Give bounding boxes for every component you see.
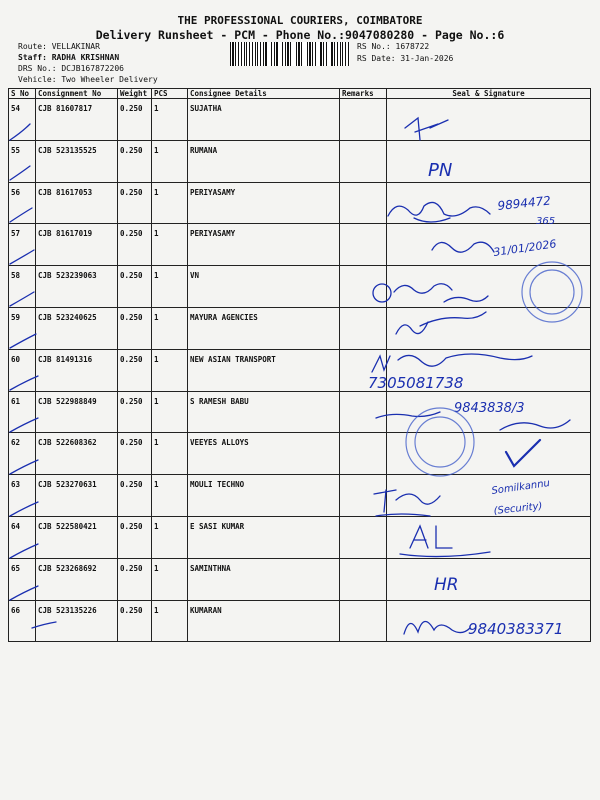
consignment-cell: CJB 523135226 [36,600,118,642]
remarks-cell [340,140,387,182]
handwritten-name-63: Somilkannu [490,477,551,497]
consignee-cell: KUMARAN [188,600,340,642]
signature-cell [387,307,591,349]
weight-cell: 0.250 [118,516,152,558]
signature-cell [387,224,591,266]
table-row [9,266,591,308]
table-row [9,99,591,141]
consignment-cell: CJB 523135525 [36,140,118,182]
staff-label: Staff: RADHA KRISHNAN [18,53,120,62]
sno-cell: 54 [9,99,36,141]
rs-number: RS No.: 1678722 [357,42,430,51]
handwritten-phone-56b: 365 [536,216,556,227]
table-header-row [9,89,591,99]
col-consignee: Consignee Details [188,89,340,99]
consignee-cell: SAMINTHNA [188,558,340,600]
sno-cell: 56 [9,182,36,224]
col-remarks: Remarks [340,89,387,99]
pcs-cell: 1 [152,266,188,308]
consignment-cell: CJB 81617053 [36,182,118,224]
remarks-cell [340,600,387,642]
sno-cell: 60 [9,349,36,391]
company-title: THE PROFESSIONAL COURIERS, COIMBATORE [177,14,423,27]
weight-cell: 0.250 [118,558,152,600]
consignment-cell: CJB 81617019 [36,224,118,266]
pcs-cell: 1 [152,600,188,642]
weight-cell: 0.250 [118,307,152,349]
pcs-cell: 1 [152,140,188,182]
table-row [9,600,591,642]
sno-cell: 61 [9,391,36,433]
col-sno: S No [9,89,36,99]
weight-cell: 0.250 [118,99,152,141]
table-row [9,558,591,600]
col-seal-signature: Seal & Signature [387,89,591,99]
consignment-cell: CJB 522988849 [36,391,118,433]
consignment-cell: CJB 522580421 [36,516,118,558]
weight-cell: 0.250 [118,391,152,433]
signature-cell [387,182,591,224]
remarks-cell [340,266,387,308]
table-row [9,516,591,558]
consignee-cell: E SASI KUMAR [188,516,340,558]
sno-cell: 57 [9,224,36,266]
handwritten-phone-56: 9894472 [496,193,552,213]
consignee-cell: NEW ASIAN TRANSPORT [188,349,340,391]
weight-cell: 0.250 [118,182,152,224]
consignee-cell: S RAMESH BABU [188,391,340,433]
consignee-cell: SUJATHA [188,99,340,141]
pcs-cell: 1 [152,307,188,349]
pcs-cell: 1 [152,475,188,517]
weight-cell: 0.250 [118,140,152,182]
table-row [9,182,591,224]
weight-cell: 0.250 [118,600,152,642]
pcs-cell: 1 [152,558,188,600]
route-label: Route: VELLAKINAR [18,42,100,51]
weight-cell: 0.250 [118,475,152,517]
table-row [9,349,591,391]
table-row [9,224,591,266]
remarks-cell [340,182,387,224]
signature-cell [387,600,591,642]
col-pcs: PCS [152,89,188,99]
weight-cell: 0.250 [118,433,152,475]
runsheet-subtitle: Delivery Runsheet - PCM - Phone No.:9047080280 - Page No.:6 [95,28,505,42]
signature-cell [387,266,591,308]
sno-cell: 62 [9,433,36,475]
sno-cell: 58 [9,266,36,308]
signature-cell [387,391,591,433]
remarks-cell [340,307,387,349]
remarks-cell [340,433,387,475]
signature-cell [387,349,591,391]
table-row [9,391,591,433]
consignee-cell: MOULI TECHNO [188,475,340,517]
handwritten-sig-55: PN [428,160,453,181]
handwritten-phone-60: 7305081738 [368,374,464,392]
table-row [9,475,591,517]
consignee-cell: VN [188,266,340,308]
consignment-cell: CJB 523268692 [36,558,118,600]
signature-cell [387,99,591,141]
vehicle-label: Vehicle: Two Wheeler Delivery [18,75,158,84]
consignment-cell: CJB 522608362 [36,433,118,475]
rs-date: RS Date: 31-Jan-2026 [357,54,454,63]
drs-label: DRS No.: DCJB167872206 [18,64,124,73]
signature-cell [387,475,591,517]
remarks-cell [340,516,387,558]
remarks-cell [340,349,387,391]
sno-cell: 59 [9,307,36,349]
sno-cell: 55 [9,140,36,182]
handwritten-phone-66: 9840383371 [468,620,564,638]
signature-cell [387,558,591,600]
handwritten-phone-61: 9843838/3 [454,401,525,416]
weight-cell: 0.250 [118,266,152,308]
consignee-cell: PERIYASAMY [188,224,340,266]
handwritten-date-57: 31/01/2026 [492,237,558,259]
weight-cell: 0.250 [118,224,152,266]
sno-cell: 64 [9,516,36,558]
consignee-cell: MAYURA AGENCIES [188,307,340,349]
table-row [9,140,591,182]
consignee-cell: VEEYES ALLOYS [188,433,340,475]
sno-cell: 66 [9,600,36,642]
handwritten-note-63: (Security) [493,500,543,517]
sno-cell: 65 [9,558,36,600]
handwritten-sig-65: HR [434,575,459,595]
remarks-cell [340,224,387,266]
remarks-cell [340,475,387,517]
signature-cell [387,140,591,182]
col-weight: Weight [118,89,152,99]
pcs-cell: 1 [152,391,188,433]
remarks-cell [340,391,387,433]
table-row [9,307,591,349]
consignment-cell: CJB 523240625 [36,307,118,349]
barcode-gaps [230,42,350,66]
table-row [9,433,591,475]
remarks-cell [340,99,387,141]
remarks-cell [340,558,387,600]
consignee-cell: PERIYASAMY [188,182,340,224]
pcs-cell: 1 [152,516,188,558]
pcs-cell: 1 [152,433,188,475]
signature-cell [387,516,591,558]
weight-cell: 0.250 [118,349,152,391]
consignment-cell: CJB 523270631 [36,475,118,517]
sno-cell: 63 [9,475,36,517]
runsheet-table [8,88,591,642]
signature-cell [387,433,591,475]
pcs-cell: 1 [152,224,188,266]
consignee-cell: RUMANA [188,140,340,182]
col-consignment: Consignment No [36,89,118,99]
consignment-cell: CJB 81491316 [36,349,118,391]
consignment-cell: CJB 81607817 [36,99,118,141]
pcs-cell: 1 [152,182,188,224]
consignment-cell: CJB 523239063 [36,266,118,308]
pcs-cell: 1 [152,349,188,391]
pcs-cell: 1 [152,99,188,141]
